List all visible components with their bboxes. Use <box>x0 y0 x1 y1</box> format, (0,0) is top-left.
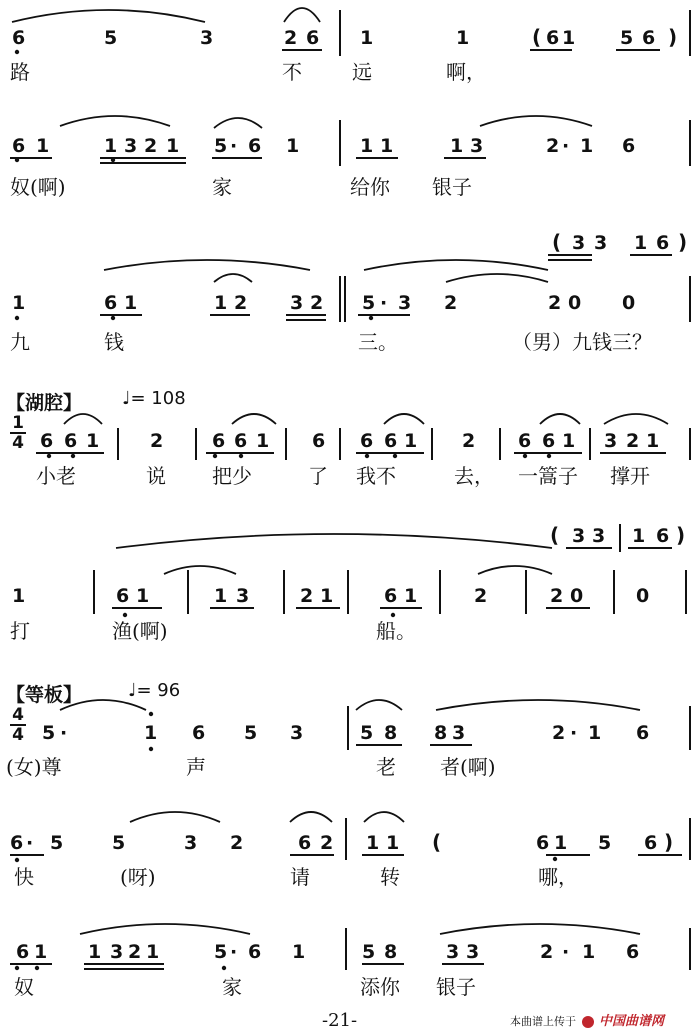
note: 1 <box>634 232 648 254</box>
note: 3 <box>466 941 480 963</box>
note: 3 <box>200 27 214 49</box>
octave-dot <box>15 158 19 162</box>
section-label: 【等板】 <box>6 684 83 706</box>
note: 1 <box>360 27 374 49</box>
note: 2 <box>128 941 142 963</box>
note: ) <box>668 25 678 49</box>
lyric: 了 <box>308 464 328 488</box>
octave-dot <box>239 454 243 458</box>
note: 1 <box>34 941 48 963</box>
note: 6 <box>298 832 312 854</box>
slur-arc <box>104 260 310 270</box>
note: 1 <box>214 292 228 314</box>
note: 6 <box>248 941 262 963</box>
lyric: （男）九钱三？ <box>512 330 652 354</box>
note: 6 <box>644 832 658 854</box>
tempo-marking: ♩= 108 <box>122 388 186 409</box>
note: 6 <box>12 27 26 49</box>
note: 2 <box>144 135 158 157</box>
note: 3 <box>290 722 304 744</box>
note: 1 <box>320 585 334 607</box>
slur-arc <box>384 414 424 424</box>
note: 1 <box>632 525 646 547</box>
note: 1 <box>136 585 150 607</box>
note: 5 <box>620 27 634 49</box>
note: 3 <box>110 941 124 963</box>
slur-arc <box>356 700 402 710</box>
note: 6 <box>636 722 650 744</box>
octave-dot <box>111 316 115 320</box>
lyric: (女)尊 <box>6 755 62 779</box>
note: 2 <box>462 430 476 452</box>
note: 3 <box>124 135 138 157</box>
note: 1 <box>144 722 158 744</box>
note: 1 <box>456 27 470 49</box>
note: 6 <box>248 135 262 157</box>
note: 2 <box>234 292 248 314</box>
note: 5 <box>362 941 376 963</box>
note: 3 <box>594 232 608 254</box>
note: 2 <box>284 27 298 49</box>
slur-arc <box>440 924 640 934</box>
note: ( <box>552 230 562 254</box>
lyric: 银子 <box>432 175 472 199</box>
note: 1 <box>360 135 374 157</box>
octave-dot <box>149 747 153 751</box>
note: 0 <box>622 292 636 314</box>
lyric: 三。 <box>358 330 398 354</box>
note: 6 <box>10 832 24 854</box>
note: 2 <box>474 585 488 607</box>
note: 1 <box>86 430 100 452</box>
note: 1 <box>166 135 180 157</box>
note: 6 <box>360 430 374 452</box>
note: · <box>380 292 388 314</box>
note: · <box>230 135 238 157</box>
lyric: 银子 <box>436 975 476 999</box>
note: 1 <box>124 292 138 314</box>
note: 6 <box>312 430 326 452</box>
note: 2 <box>550 585 564 607</box>
note: 3 <box>446 941 460 963</box>
time-signature <box>10 706 26 744</box>
note: 2 <box>626 430 640 452</box>
note: 2 <box>540 941 554 963</box>
slur-arc <box>604 414 668 424</box>
note: 3 <box>592 525 606 547</box>
note: ) <box>664 830 674 854</box>
slur-arc <box>480 116 592 126</box>
lyric: 奴 <box>14 975 34 999</box>
lyric: 船。 <box>376 619 416 643</box>
octave-dot <box>111 158 115 162</box>
note: 1 <box>256 430 270 452</box>
note: 0 <box>636 585 650 607</box>
note: 6 <box>12 135 26 157</box>
octave-dot <box>15 858 19 862</box>
octave-dot <box>553 857 557 861</box>
lyric: 把少 <box>212 464 252 488</box>
slur-arc <box>12 10 205 22</box>
note: ) <box>678 230 688 254</box>
slur-arc <box>364 260 548 270</box>
lyric: 给你 <box>350 175 390 199</box>
note: 3 <box>184 832 198 854</box>
note: 0 <box>568 292 582 314</box>
tempo-marking: ♩= 96 <box>128 680 181 701</box>
note: 1 <box>214 585 228 607</box>
octave-dot <box>123 613 127 617</box>
note: 1 <box>292 941 306 963</box>
lyric: 家 <box>212 175 232 199</box>
lyric: 不 <box>282 60 302 84</box>
lyric: 渔(啊) <box>112 619 168 643</box>
note: 6 <box>642 27 656 49</box>
note: 1 <box>562 430 576 452</box>
note: 6 <box>536 832 550 854</box>
note: 2 <box>300 585 314 607</box>
note: 1 <box>562 27 576 49</box>
octave-dot <box>391 613 395 617</box>
note: 3 <box>604 430 618 452</box>
note: 0 <box>570 585 584 607</box>
octave-dot <box>213 454 217 458</box>
slur-arc <box>64 414 102 424</box>
page-number: -21- <box>322 1010 358 1031</box>
slur-arc <box>478 566 552 574</box>
lyric: 打 <box>10 619 30 643</box>
note: 5 <box>598 832 612 854</box>
lyric: 老 <box>376 755 396 779</box>
note: 6 <box>116 585 130 607</box>
lyric: 添你 <box>360 975 400 999</box>
lyric: (呀) <box>120 865 156 889</box>
note: 3 <box>572 525 586 547</box>
octave-dot <box>149 712 153 716</box>
note: · <box>562 941 570 963</box>
lyric: 奴(啊) <box>10 175 66 199</box>
slur-arc <box>364 812 404 822</box>
slur-arc <box>436 700 640 710</box>
note: 6 <box>518 430 532 452</box>
note: 5 <box>104 27 118 49</box>
lyric: 去， <box>454 464 494 488</box>
note: 6 <box>546 27 560 49</box>
note: 1 <box>580 135 594 157</box>
note: 3 <box>452 722 466 744</box>
octave-dot <box>222 966 226 970</box>
slur-arc <box>164 566 236 574</box>
octave-dot <box>523 454 527 458</box>
lyric: 请 <box>290 865 310 889</box>
note: 1 <box>286 135 300 157</box>
note: 1 <box>646 430 660 452</box>
lyric: 撑开 <box>610 464 650 488</box>
time-signature-bottom: 4 <box>12 725 24 745</box>
note: 6 <box>306 27 320 49</box>
time-signature-top: 4 <box>10 706 26 726</box>
watermark <box>510 1010 664 1029</box>
note: 5 <box>244 722 258 744</box>
lyric: 家 <box>222 975 242 999</box>
note: ) <box>676 523 686 547</box>
time-signature-bottom: 4 <box>12 433 24 453</box>
slur-arc <box>60 116 170 126</box>
note: · <box>562 135 570 157</box>
slur-arc <box>130 812 220 822</box>
note: 5 <box>362 292 376 314</box>
octave-dot <box>15 316 19 320</box>
note: 6 <box>656 232 670 254</box>
note: 2 <box>230 832 244 854</box>
logo-icon <box>582 1016 594 1028</box>
octave-dot <box>35 966 39 970</box>
note: · <box>230 941 238 963</box>
note: 1 <box>588 722 602 744</box>
time-signature <box>10 414 26 452</box>
note: 1 <box>386 832 400 854</box>
octave-dot <box>47 454 51 458</box>
note: ( <box>550 523 560 547</box>
note: 1 <box>582 941 596 963</box>
note: 2 <box>444 292 458 314</box>
note: 1 <box>88 941 102 963</box>
note: 1 <box>146 941 160 963</box>
note: 2 <box>546 135 560 157</box>
note: 1 <box>36 135 50 157</box>
note: 6 <box>384 430 398 452</box>
note: 5 <box>214 941 228 963</box>
lyric: 我不 <box>356 464 396 488</box>
lyric: 九 <box>10 330 30 354</box>
note: 8 <box>434 722 448 744</box>
octave-dot <box>369 316 373 320</box>
note: 1 <box>450 135 464 157</box>
lyric: 小老 <box>36 464 76 488</box>
note: 8 <box>384 722 398 744</box>
note: 3 <box>470 135 484 157</box>
lyric: 者(啊) <box>440 755 496 779</box>
lyric: 远 <box>352 60 372 84</box>
section-label: 【湖腔】 <box>6 392 83 414</box>
note: ( <box>532 25 542 49</box>
lyric: 哪， <box>538 865 578 889</box>
note: 2 <box>150 430 164 452</box>
note: 1 <box>554 832 568 854</box>
note: 1 <box>12 292 26 314</box>
lyric: 说 <box>146 464 166 488</box>
note: 5 <box>214 135 228 157</box>
note: 6 <box>16 941 30 963</box>
note: 6 <box>192 722 206 744</box>
note: 5 <box>50 832 64 854</box>
note: 5 <box>360 722 374 744</box>
note: 6 <box>384 585 398 607</box>
note: 6 <box>40 430 54 452</box>
octave-dot <box>393 454 397 458</box>
note: 2 <box>552 722 566 744</box>
slur-arc <box>232 414 276 424</box>
lyric: 一篙子 <box>518 464 578 488</box>
note: 6 <box>104 292 118 314</box>
lyric: 钱 <box>104 330 124 354</box>
note: 3 <box>290 292 304 314</box>
note: 1 <box>380 135 394 157</box>
note: · <box>26 832 34 854</box>
note: 3 <box>572 232 586 254</box>
note: 2 <box>320 832 334 854</box>
note: · <box>570 722 578 744</box>
watermark-text: 本曲谱上传于 <box>510 1015 576 1028</box>
lyric: 快 <box>14 865 34 889</box>
note: 6 <box>64 430 78 452</box>
octave-dot <box>71 454 75 458</box>
note: 6 <box>622 135 636 157</box>
note: 5 <box>42 722 56 744</box>
octave-dot <box>15 50 19 54</box>
slur-arc <box>290 812 332 822</box>
note: 6 <box>542 430 556 452</box>
note: · <box>60 722 68 744</box>
slur-arc <box>214 118 262 128</box>
note: 6 <box>626 941 640 963</box>
watermark-brand: 中国曲谱网 <box>599 1014 665 1029</box>
octave-dot <box>15 966 19 970</box>
note: 8 <box>384 941 398 963</box>
note: 5 <box>112 832 126 854</box>
note: 3 <box>236 585 250 607</box>
note: 2 <box>310 292 324 314</box>
lyric: 路 <box>10 60 30 84</box>
slur-arc <box>80 924 250 934</box>
octave-dot <box>365 454 369 458</box>
note: ( <box>432 830 442 854</box>
note: 1 <box>404 585 418 607</box>
note: 6 <box>234 430 248 452</box>
lyric: 转 <box>380 865 400 889</box>
lyric: 声 <box>186 755 206 779</box>
slur-arc <box>284 8 320 22</box>
slur-arc <box>446 274 548 282</box>
note: 6 <box>212 430 226 452</box>
slur-arc <box>214 274 252 282</box>
slur-arc <box>116 534 552 548</box>
slur-arc <box>540 414 580 424</box>
note: 1 <box>366 832 380 854</box>
lyric: 啊， <box>446 60 486 84</box>
note: 3 <box>398 292 412 314</box>
time-signature-top: 1 <box>10 414 26 434</box>
note: 1 <box>404 430 418 452</box>
octave-dot <box>547 454 551 458</box>
note: 1 <box>104 135 118 157</box>
note: 6 <box>656 525 670 547</box>
note: 2 <box>548 292 562 314</box>
note: 1 <box>12 585 26 607</box>
